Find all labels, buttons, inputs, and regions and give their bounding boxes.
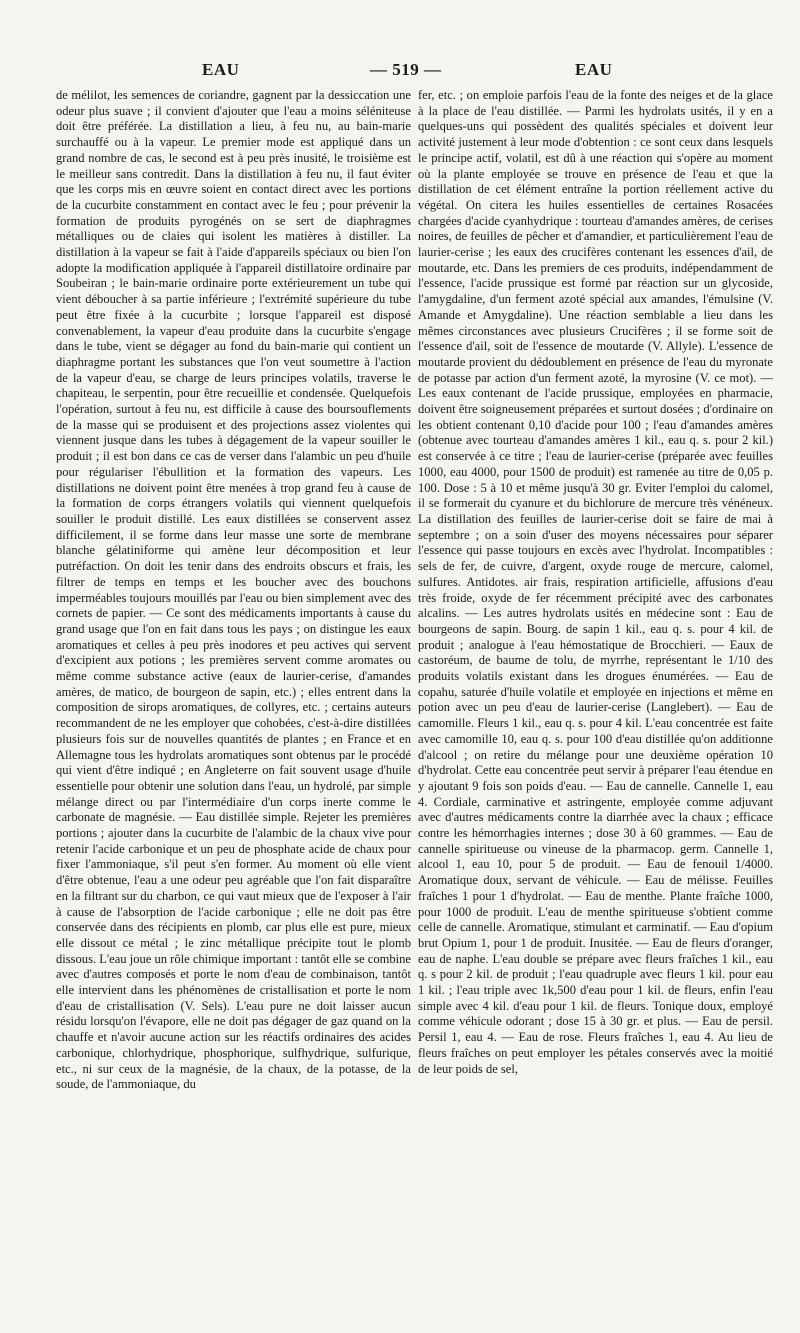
page-number: — 519 —	[370, 60, 442, 79]
left-column	[56, 88, 411, 1268]
right-column	[418, 88, 773, 1268]
running-header	[0, 60, 800, 84]
header-right-word: EAU	[575, 60, 613, 79]
left-column-text: de mélilot, les semences de coriandre, gagnent par la dessiccation une odeur plus suave ; il convient d'ajouter que l'eau a moins séléniteuse doit être préférée. La distillation a lieu, à feu nu, au bain-marie surchauffé ou à la vapeur. Le premier mode est appliqué dans un grand nombre de cas, le second est à peu près inusité, le troisième est le meilleur sans contredit. Dans la distillation à feu nu, il faut éviter que les corps mis en œuvre soient en contact direct avec les portions de la cucurbite constamment en contact avec le feu ; pour prévenir la formation de produits pyrogénés on se sert de diaphragmes métalliques ou de claies qui isolent les matières à distiller. La distillation à la vapeur se fait à l'aide d'appareils spéciaux ou bien l'on adopte la modification appliquée à l'appareil distillatoire ordinaire par Soubeiran ; le bain-marie ordinaire porte extérieurement un tube qui vient déboucher à sa partie inférieure ; l'extrémité supérieure du tube peut être fixée à la cucurbite ; lorsque l'appareil est disposé convenablement, la vapeur d'eau produite dans la cucurbite s'engage dans le tube, vient se dégager au fond du bain-marie qui contient un diaphragme portant les substances que l'on veut soumettre à l'action de la vapeur d'eau, se charge de leurs principes volatils, traverse le chapiteau, le serpentin, pour être recueillie et condensée. Quelquefois l'opération, surtout à feu nu, est difficile à cause des boursouflements de la masse qui se produisent et des projections assez violentes qui viennent jusque dans les tubes à dégagement de la vapeur souiller le produit ; il est bon dans ce cas de verser dans l'alambic un peu d'huile pour régulariser l'ébullition et la formation des vapeurs. Les distillations ne doivent point être menées à trop grand feu à cause de la formation de corps étrangers volatils qui viennent quelquefois souiller le produit distillé. Les eaux distillées se conservent assez difficilement, il se forme dans leur masse une sorte de membrane blanche gélatiniforme qui amène leur décomposition et leur putréfaction. On doit les tenir dans des endroits obscurs et frais, les filtrer de temps en temps et les boucher avec des bouchons imperméables toujours mouillés par l'eau ou bien simplement avec des cornets de papier. — Ce sont des médicaments importants à cause du grand usage que l'on en fait dans tous les pays ; on distingue les eaux aromatiques et celles à peu près inodores et peu actives qui servent d'excipient aux potions ; les premières servent comme aromates ou même comme substance active (eaux de laurier-cerise, d'amandes amères, de matico, de bourgeon de sapin, etc.) ; elles entrent dans la composition de sirops aromatiques, de collyres, etc. ; certains auteurs recommandent de ne les employer que cohobées, c'est-à-dire distillées plusieurs fois sur de nouvelles quantités de plantes ; en France et en Allemagne tous les hydrolats aromatiques sont obtenus par le procédé qui vient d'être indiqué ; en Angleterre on fait souvent usage d'huile essentielle pour obtenir une solution dans l'eau, un hydrolé, par simple mélange direct ou par l'intermédiaire d'un corps inerte comme le carbonate de magnésie. — Eau distillée simple. Rejeter les premières portions ; ajouter dans la cucurbite de l'alambic de la chaux vive pour retenir l'acide carbonique et un peu de phosphate acide de chaux pour fixer l'ammoniaque, s'il peut s'en former. Au moment où elle vient d'être obtenue, l'eau a une odeur peu agréable que l'on fait disparaître en la filtrant sur du charbon, ce qui vaut mieux que de l'exposer à l'air à cause de l'absorption de l'acide carbonique ; elle ne doit pas être conservée dans des récipients en plomb, car plus elle est pure, mieux elle dissout ce métal ; le zinc métallique précipite tout le plomb dissous. L'eau joue un rôle chimique important : tantôt elle se combine avec d'autres composés et porte le nom d'eau de combinaison, tantôt elle intervient dans les phénomènes de cristallisation et porte le nom d'eau de cristallisation (V. Sels). L'eau pure ne doit laisser aucun résidu lorsqu'on l'évapore, elle ne doit pas dégager de gaz quand on la chauffe et n'avoir aucune action sur les réactifs ordinaires des acides carbonique, chlorhydrique, phosphorique, sulfhydrique, sulfurique, etc., ni sur ceux de la magnésie, de la chaux, de la potasse, de la soude, de l'ammoniaque, du	[56, 88, 411, 1092]
right-column-text: fer, etc. ; on emploie parfois l'eau de la fonte des neiges et de la glace à la place de l'eau distillée. — Parmi les hydrolats usités, il y en a quelques-uns qui possèdent des qualités spéciales et doivent leur activité justement à leur mode d'obtention : ce sont ceux dans lesquels le principe actif, volatil, est dû à une réaction qui s'opère au moment où la plante employée se trouve en présence de l'eau et que la distillation de cet élément entraîne la portion réellement active du végétal. On citera les huiles essentielles de certaines Rosacées chargées d'acide cyanhydrique : tourteau d'amandes amères, de cerises noires, de feuilles de pêcher et d'amandier, et particulièrement l'eau de laurier-cerise ; les eaux des crucifères contenant les essences d'ail, de moutarde, etc. Dans les premiers de ces produits, indépendamment de l'essence, l'acide prussique est formé par réaction sur un glycoside, l'amygdaline, d'un ferment azoté spécial aux amandes, l'émulsine (V. Amande et Amygdaline). Une réaction semblable a lieu dans les mêmes circonstances avec plusieurs Crucifères ; il se forme soit de l'essence d'ail, soit de l'essence de moutarde (V. Allyle). L'essence de moutarde provient du dédoublement en présence de l'eau du myronate de potasse par action d'un ferment azoté, la myrosine (V. ce mot). — Les eaux contenant de l'acide prussique, employées en pharmacie, doivent être soigneusement préparées et surtout dosées ; d'ordinaire on les obtient contenant 0,10 d'acide pour 100 ; l'eau d'amandes amères (obtenue avec tourteau d'amandes amères 1 kil., eau q. s. pour 2 kil.) est conservée à ce titre ; l'eau de laurier-cerise (préparée avec feuilles 1000, eau 4000, pour 1500 de produit) est ramenée au titre de 0,05 p. 100. Dose : 5 à 10 et même jusqu'à 30 gr. Eviter l'emploi du calomel, il se formerait du cyanure et du bichlorure de mercure très vénéneux. La distillation des feuilles de laurier-cerise doit se faire de mai à septembre ; on a soin d'user des moyens nécessaires pour séparer l'essence qui passe toujours en excès avec l'hydrolat. Incompatibles : sels de fer, de cuivre, d'argent, oxyde rouge de mercure, calomel, sulfures. Antidotes. air frais, respiration artificielle, affusions d'eau très froide, oxyde de fer récemment précipité avec des carbonates alcalins. — Les autres hydrolats usités en médecine sont : Eau de bourgeons de sapin. Bourg. de sapin 1 kil., eau q. s. pour 4 kil. de produit ; analogue à l'eau hémostatique de Brocchieri. — Eaux de castoréum, de baume de tolu, de myrrhe, représentant le 1/10 des produits volatils existant dans les drogues énumérées. — Eau de copahu, saturée d'huile volatile et employée en injections et même en potion avec un peu d'eau de laurier-cerise (Langlebert). — Eau de camomille. Fleurs 1 kil., eau q. s. pour 4 kil. L'eau concentrée est faite avec camomille 10, eau q. s. pour 100 d'eau distillée qu'on additionne d'alcool ; on retire du mélange pour une deuxième opération 10 d'hydrolat. Cette eau concentrée peut servir à préparer l'eau étendue en y ajoutant 9 fois son poids d'eau. — Eau de cannelle. Cannelle 1, eau 4. Cordiale, carminative et astringente, employée comme adjuvant avec d'autres médicaments contre la diarrhée avec la chaux ; efficace contre les hémorrhagies internes ; dose 30 à 60 grammes. — Eau de cannelle spiritueuse ou vineuse de la pharmacop. germ. Cannelle 1, alcool 1, eau 10, pour 5 de produit. — Eau de fenouil 1/4000. Aromatique doux, servant de véhicule. — Eau de mélisse. Feuilles fraîches 1 pour 1 d'hydrolat. — Eau de menthe. Plante fraîche 1000, pour 1000 de produit. L'eau de menthe spiritueuse s'obtient comme celle de cannelle. Aromatique, stimulant et carminatif. — Eau d'opium brut Opium 1, pour 1 de produit. Inusitée. — Eau de fleurs d'oranger, eau de naphe. L'eau double se prépare avec fleurs fraîches 1 kil., eau q. s pour 2 kil. de produit ; l'eau quadruple avec fleurs 1 kil. pour eau 1 kil. ; l'eau triple avec 1k,500 d'eau pour 1 kil. de fleurs, enfin l'eau simple avec 4 kil. d'eau pour 1 kil. de fleurs. Tonique doux, employé comme véhicule odorant ; dose 15 à 30 gr. et plus. — Eau de persil. Persil 1, eau 4. — Eau de rose. Fleurs fraîches 1, eau 4. Au lieu de fleurs fraîches on peut employer les pétales conservés avec la moitié de leur poids de sel,	[418, 88, 773, 1076]
header-left-word: EAU	[202, 60, 240, 79]
